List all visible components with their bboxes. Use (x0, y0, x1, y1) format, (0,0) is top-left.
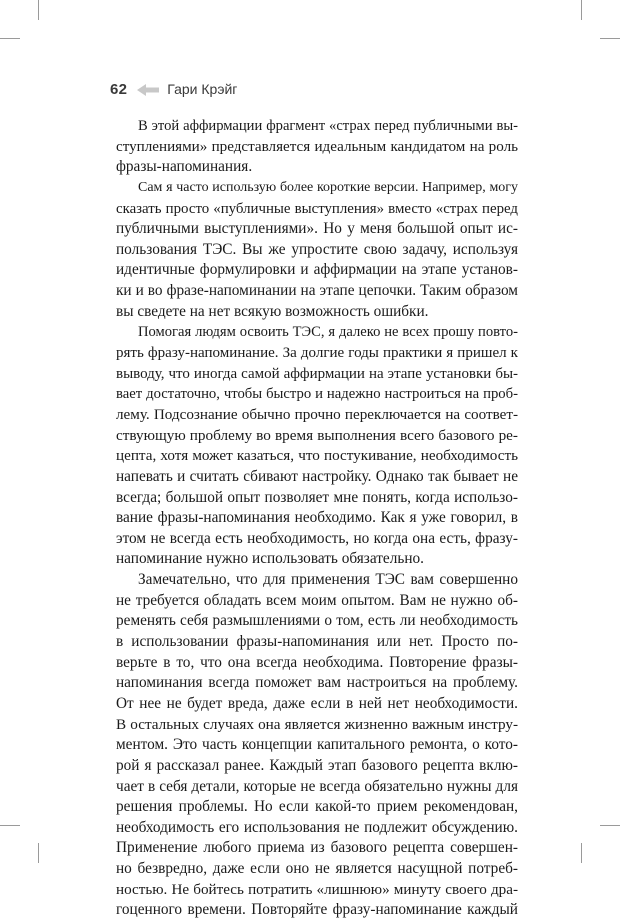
text-line: ствующую проблему во время выполнения всего базового ре- (116, 426, 518, 444)
text-line: публичными выступлениями». Но у меня большой опыт ис- (116, 220, 518, 238)
running-header (110, 79, 237, 99)
text-line: сказать просто «публичные выступления» вместо «страх перед (116, 200, 518, 217)
crop-mark (600, 38, 620, 39)
text-line: всегда; большой опыт позволяет мне понять, когда использо- (116, 488, 518, 506)
text-line: в использовании фразы-напоминания или нет. Просто по- (116, 633, 518, 651)
text-line: Применение любого приема из базового рецепта совершен- (116, 839, 518, 857)
crop-mark (0, 825, 20, 826)
crop-mark (581, 843, 582, 863)
text-line: вание фразы-напоминания необходимо. Как я уже говорил, в (116, 509, 518, 527)
text-line: лему. Подсознание обычно прочно переключается на соответ- (116, 406, 518, 423)
text-line: рой я рассказал ранее. Каждый этап базового рецепта вклю- (116, 756, 518, 774)
text-line: В остальных случаях она является жизненно важным инстру- (116, 715, 518, 733)
text-line: необходимость его использования не подлежит обсуждению. (116, 818, 518, 836)
text-line: пользования ТЭС. Вы же упростите свою задачу, используя (116, 240, 518, 258)
text-line: ки и во фразе-напоминании на этапе цепочки. Таким образом (116, 282, 518, 300)
text-line: Замечательно, что для применения ТЭС вам совершенно (138, 571, 518, 589)
text-line: рять фразу-напоминание. За долгие годы практики я пришел к (116, 345, 518, 362)
crop-mark (581, 0, 582, 20)
text-line: Сам я часто использую более короткие версии. Например, могу (138, 179, 518, 195)
text-line: Помогая людям освоить ТЭС, я далеко не всех прошу повто- (138, 324, 518, 341)
crop-mark (600, 825, 620, 826)
crop-mark (38, 0, 39, 20)
text-line: верьте в то, что она всегда необходима. Повторение фразы- (116, 653, 518, 671)
text-line: напевать и считать сбивают настройку. Однако так бывает не (116, 467, 518, 485)
text-line: напоминания всегда поможет вам настроиться на проблему. (116, 674, 518, 692)
text-line: ременять себя размышлениями о том, есть ли необходимость (116, 612, 518, 630)
text-line: ступлениями» представляется идеальным кандидатом на роль (116, 138, 518, 155)
text-line: вает достаточно, чтобы быстро и надежно настроиться на проб- (116, 386, 518, 403)
text-line: цепта, хотя может казаться, что постукивание, необходимость (116, 447, 518, 465)
text-line: чает в себя детали, которые не всегда обязательно нужны для (116, 777, 518, 795)
crop-mark (0, 38, 20, 39)
crop-mark (38, 843, 39, 863)
text-line: вы сведете на нет всякую возможность ошибки. (116, 302, 429, 320)
text-line: напоминание нужно использовать обязательно. (116, 550, 424, 568)
text-line: фразы-напоминания. (116, 158, 253, 176)
text-line: В этой аффирмации фрагмент «страх перед публичными вы- (138, 118, 518, 134)
text-line: идентичные формулировки и аффирмации на этапе установ- (116, 261, 518, 279)
arrow-left-icon (137, 83, 159, 95)
text-line: но безвредно, даже если оно не является насущной потреб- (116, 860, 518, 878)
body-text (116, 116, 518, 921)
text-line: От нее не будет вреда, даже если в ней нет необходимости. (116, 694, 518, 712)
text-line: гоценного времени. Повторяйте фразу-напоминание каждый (116, 901, 518, 919)
text-line: ностью. Не бойтесь потратить «лишнюю» минуту своего дра- (116, 881, 518, 898)
text-line: не требуется обладать всем моим опытом. Вам не нужно об- (116, 591, 518, 609)
text-line: решения проблемы. Но если какой-то прием рекомендован, (116, 798, 518, 816)
page-number: 62 (110, 80, 128, 98)
text-line: выводу, что иногда самой аффирмации на этапе установки бы- (116, 365, 518, 382)
text-line: ментом. Это часть концепции капитального ремонта, о кото- (116, 736, 518, 754)
text-line: этом не всегда есть необходимость, но когда она есть, фразу- (116, 529, 518, 547)
author-name: Гари Крэйг (167, 81, 238, 97)
